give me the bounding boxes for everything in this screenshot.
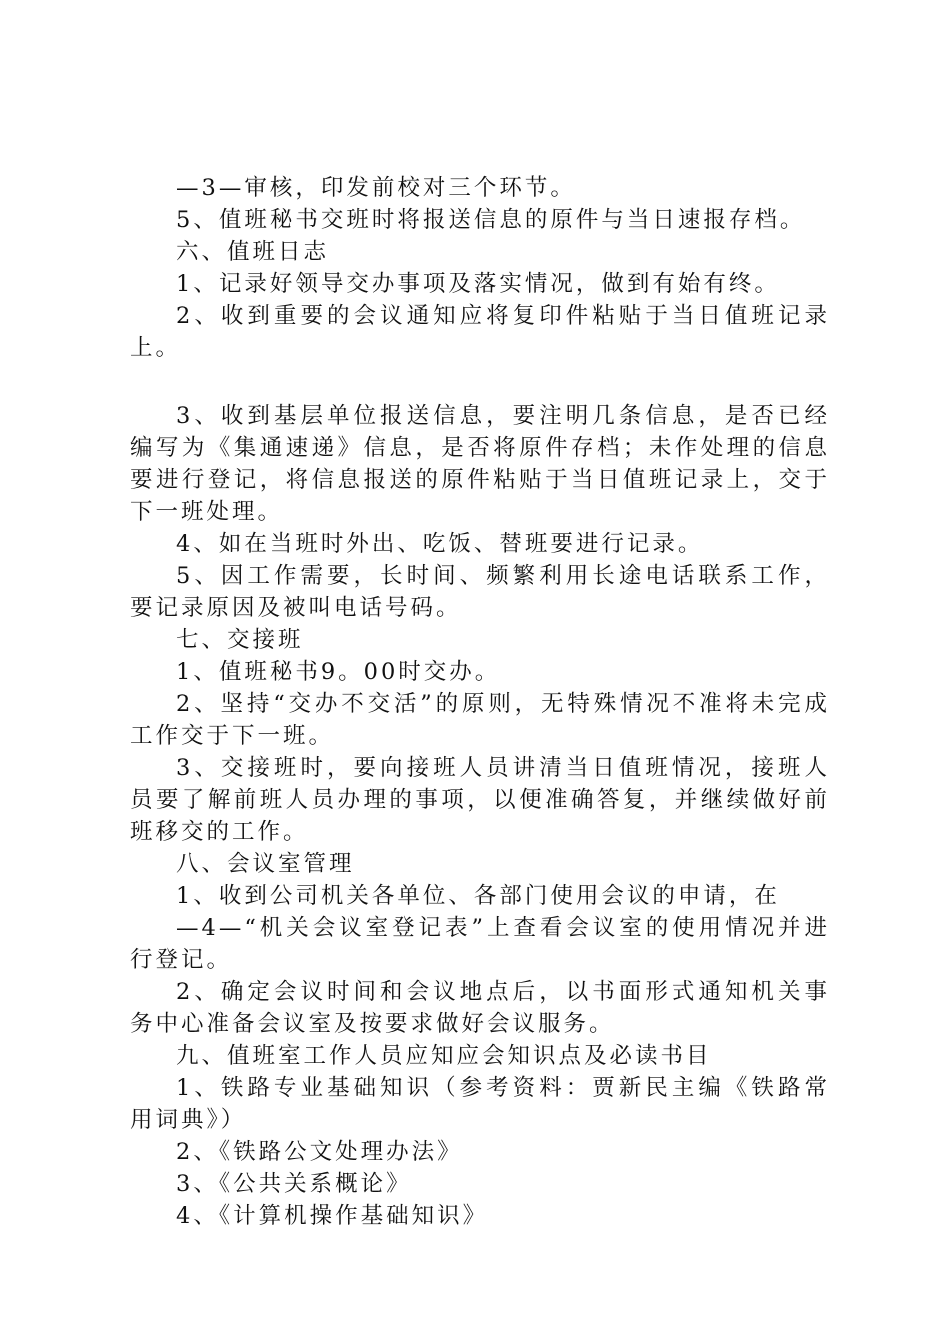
paragraph: 2、确定会议时间和会议地点后，以书面形式通知机关事务中心准备会议室及按要求做好会议服务。 <box>130 979 830 1037</box>
paragraph: 1、值班秘书9。00时交办。 <box>176 659 501 685</box>
paragraph: —4—“机关会议室登记表”上查看会议室的使用情况并进行登记。 <box>130 915 830 973</box>
paragraph: 4、如在当班时外出、吃饭、替班要进行记录。 <box>176 531 704 557</box>
paragraph: 3、《公共关系概论》 <box>176 1171 412 1197</box>
paragraph: —3—审核，印发前校对三个环节。 <box>176 175 576 201</box>
paragraph: 1、记录好领导交办事项及落实情况，做到有始有终。 <box>176 271 780 297</box>
paragraph: 2、收到重要的会议通知应将复印件粘贴于当日值班记录上。 <box>130 303 830 361</box>
paragraph: 1、铁路专业基础知识（参考资料：贾新民主编《铁路常用词典》） <box>130 1075 830 1133</box>
paragraph: 5、因工作需要，长时间、频繁利用长途电话联系工作，要记录原因及被叫电话号码。 <box>130 563 830 621</box>
paragraph: 2、坚持“交办不交活”的原则，无特殊情况不准将未完成工作交于下一班。 <box>130 691 830 749</box>
paragraph: 3、交接班时，要向接班人员讲清当日值班情况，接班人员要了解前班人员办理的事项，以便准确答复，并继续做好前班移交的工作。 <box>130 755 830 845</box>
section-heading: 六、值班日志 <box>176 239 330 265</box>
paragraph: 5、值班秘书交班时将报送信息的原件与当日速报存档。 <box>176 207 806 233</box>
paragraph: 4、《计算机操作基础知识》 <box>176 1203 489 1229</box>
paragraph: 2、《铁路公文处理办法》 <box>176 1139 463 1165</box>
paragraph: 3、收到基层单位报送信息，要注明几条信息，是否已经编写为《集通速递》信息，是否将原件存档；未作处理的信息要进行登记，将信息报送的原件粘贴于当日值班记录上，交于下一班处理。 <box>130 403 830 525</box>
paragraph: 1、收到公司机关各单位、各部门使用会议的申请，在 <box>176 883 780 909</box>
section-heading: 九、值班室工作人员应知应会知识点及必读书目 <box>176 1043 712 1069</box>
section-heading: 八、会议室管理 <box>176 851 355 877</box>
document-body <box>130 172 830 1232</box>
section-heading: 七、交接班 <box>176 627 304 653</box>
